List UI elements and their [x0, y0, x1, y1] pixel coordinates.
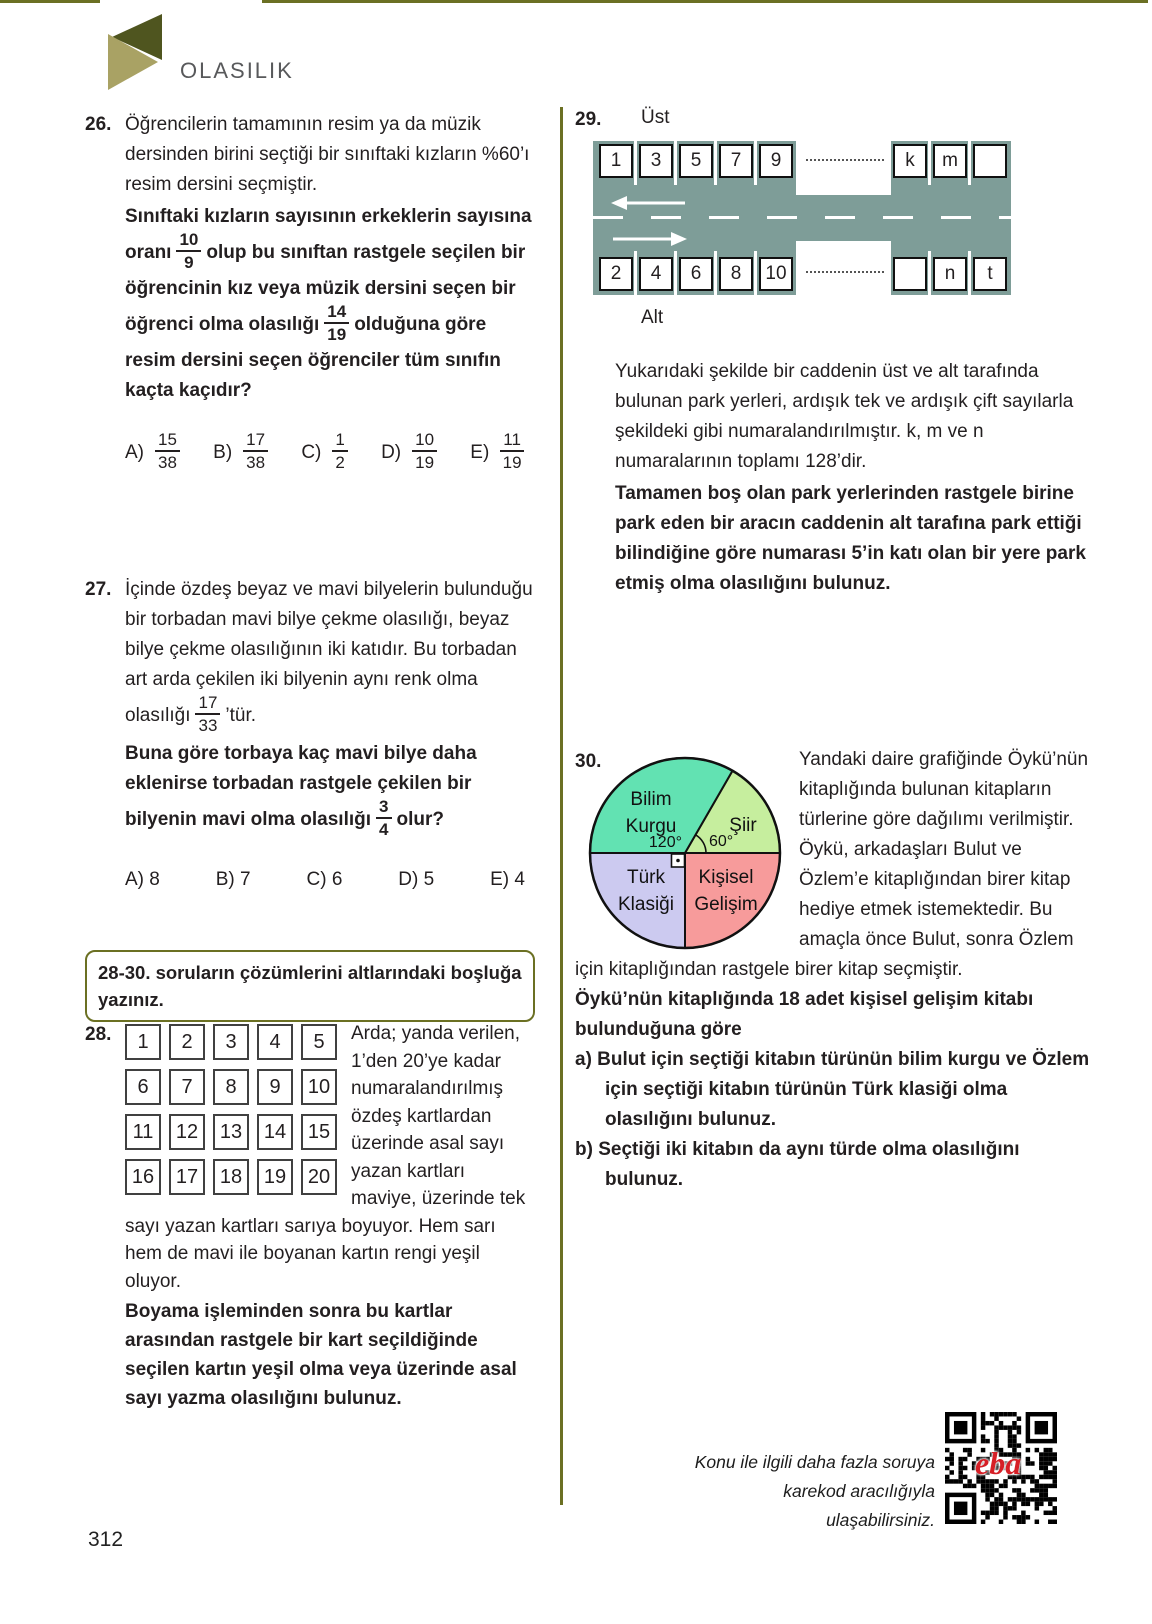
fraction: $\frac{1}{2}$ [332, 430, 347, 472]
parking-diagram [593, 133, 1011, 303]
parking-slots-bottom-right [893, 257, 1007, 291]
parking-slot: 2 [599, 257, 633, 291]
parking-slot: 8 [719, 257, 753, 291]
fraction: $\frac{3}{4}$ [376, 797, 391, 839]
question-27 [85, 575, 535, 895]
number-card: 17 [169, 1159, 205, 1195]
number-card: 6 [125, 1069, 161, 1105]
question-text: Arda; yanda verilen, 1’den 20’ye kadar numaralandırılmış özdeş kartlardan üzerinde asal sayı yazan kartları maviye, üzerinde tek sayı yazan kartları sarıya boyuyor. Hem sarı hem de mavi ile boyanan kartın rengi yeşil oluyor. [125, 1023, 526, 1292]
parking-slot: 1 [599, 144, 633, 178]
road-notch [796, 241, 891, 251]
question-text-bold: Öykü’nün kitaplığında 18 adet kişisel gelişim kitabı bulunduğuna göre [575, 989, 1034, 1040]
number-card: 3 [213, 1024, 249, 1060]
page-number: 312 [88, 1528, 124, 1551]
question-number: 29. [575, 109, 602, 130]
angle-label-60: 60° [709, 833, 734, 850]
number-card: 18 [213, 1159, 249, 1195]
slice-label-siir: Şiir [729, 815, 757, 836]
parking-slot: 7 [719, 144, 753, 178]
slice-label-bilim-2: Kurgu [625, 816, 677, 837]
number-card: 5 [301, 1024, 337, 1060]
arrow-right-icon [609, 227, 689, 257]
option-d: D) $\frac{10}{19}$ [381, 432, 442, 474]
ellipsis-dots-bottom [806, 271, 884, 273]
numbered-cards-grid [125, 1024, 337, 1195]
parking-slot: k [893, 144, 927, 178]
parking-slot: t [973, 257, 1007, 291]
number-card: 14 [257, 1114, 293, 1150]
label-ust: Üst [641, 107, 670, 128]
qr-code [945, 1412, 1057, 1524]
number-card: 19 [257, 1159, 293, 1195]
fraction: $\frac{10}{9}$ [176, 230, 201, 272]
question-text-bold: Sınıftaki kızların sayısının erkeklerin sayısına oranı $\frac{10}{9}$ olup bu sınıftan rastgele seçilen bir öğrencinin kız veya müzik dersini seçen bir öğrenci olma olasılığı $\frac{14}{19}$ olduğuna göre resim dersini seçen öğrenciler tüm sınıfın kaçta kaçıdır? [125, 206, 532, 402]
fraction: $\frac{15}{38}$ [155, 430, 180, 472]
number-card: 9 [257, 1069, 293, 1105]
parking-slot: 6 [679, 257, 713, 291]
fraction: $\frac{17}{33}$ [195, 693, 220, 735]
parking-slot: 4 [639, 257, 673, 291]
number-card: 8 [213, 1069, 249, 1105]
question-number: 28. [85, 1024, 112, 1045]
option-a: A) $\frac{15}{38}$ [125, 432, 185, 474]
question-text: İçinde özdeş beyaz ve mavi bilyelerin bulunduğu bir torbadan mavi bilye çekme olasılığı, beyaz bilye çekme olasılığının iki katıdır. Bu torbadan art arda çekilen iki bilyenin aynı renk olma olasılığı $\frac{17}{33}$ ’tür. [125, 579, 533, 736]
number-card: 10 [301, 1069, 337, 1105]
column-divider [560, 107, 563, 1505]
qr-caption: Konu ile ilgili daha fazla soruya karekod aracılığıyla ulaşabilirsiniz. [694, 1452, 935, 1530]
fraction: $\frac{14}{19}$ [324, 302, 349, 344]
answer-options [125, 432, 535, 474]
chapter-title: OLASILIK [180, 58, 294, 83]
number-card: 13 [213, 1114, 249, 1150]
slice-label-kisisel-1: Kişisel [698, 867, 754, 888]
option-b: B) $\frac{17}{38}$ [213, 432, 273, 474]
angle-label-120: 120° [648, 834, 682, 851]
number-card: 2 [169, 1024, 205, 1060]
slice-label-turk-2: Klasiği [618, 894, 674, 915]
number-card: 11 [125, 1114, 161, 1150]
option-e: E) $\frac{11}{19}$ [470, 432, 529, 474]
question-number: 26. [85, 114, 112, 135]
question-text-bold: Buna göre torbaya kaç mavi bilye daha eklenirse torbadan rastgele çekilen bir bilyenin mavi olma olasılığı $\frac{3}{4}$ olur? [125, 743, 477, 840]
number-card: 1 [125, 1024, 161, 1060]
question-29 [575, 105, 1095, 601]
arrow-left-icon [609, 191, 689, 221]
number-card: 16 [125, 1159, 161, 1195]
parking-slots-top-left [599, 144, 793, 178]
instruction-box: 28-30. soruların çözümlerini altlarındaki boşluğa yazınız. [85, 950, 535, 1022]
number-card: 15 [301, 1114, 337, 1150]
number-card: 12 [169, 1114, 205, 1150]
parking-slot [893, 257, 927, 291]
slice-label-kisisel-2: Gelişim [694, 894, 758, 915]
option-c: C) $\frac{1}{2}$ [301, 432, 353, 474]
header-rule-left [0, 0, 100, 3]
question-26 [85, 110, 535, 474]
parking-slot [973, 144, 1007, 178]
parking-slot: 10 [759, 257, 793, 291]
question-number: 27. [85, 579, 112, 600]
question-30 [575, 745, 1095, 1195]
question-text: Yukarıdaki şekilde bir caddenin üst ve alt tarafında bulunan park yerleri, ardışık tek ve ardışık çift sayılarla şekildeki gibi numaralandırılmıştır. k, m ve n numaralarının toplamı 128’dir. [615, 361, 1074, 472]
slice-label-turk-1: Türk [627, 867, 665, 888]
fraction: $\frac{10}{19}$ [412, 430, 437, 472]
fraction: $\frac{17}{38}$ [243, 430, 268, 472]
question-text: Yandaki daire grafiğinde Öykü’nün kitaplığında bulunan kitapların türlerine göre dağılımı verilmiştir. Öykü, arkadaşları Bulut ve Özlem’e kitaplığından birer kitap hediye etmek istemektedir. Bu amaçla önce Bulut, sonra Özlem için kitaplığından rastgele birer kitap seçmiştir. [575, 749, 1089, 980]
question-text-bold: Boyama işleminden sonra bu kartlar arasından rastgele bir kart seçildiğinde seçilen kartın yeşil olma veya üzerinde asal sayı yazma olasılığını bulunuz. [125, 1301, 517, 1409]
option: A) 8 [125, 869, 160, 891]
number-card: 4 [257, 1024, 293, 1060]
label-alt: Alt [641, 307, 664, 328]
parking-slots-bottom-left [599, 257, 793, 291]
slice-label-bilim-1: Bilim [630, 789, 672, 810]
number-card: 20 [301, 1159, 337, 1195]
eba-logo: eba [975, 1445, 1022, 1481]
question-text: Öğrencilerin tamamının resim ya da müzik dersinden birini seçtiği bir sınıftaki kızların %60’ı resim dersini seçmiştir. [125, 114, 530, 195]
question-number: 30. [575, 751, 602, 772]
header-rule-right [262, 0, 1148, 3]
question-item-b: b) Seçtiği iki kitabın da aynı türde olma olasılığını bulunuz. [575, 1139, 1020, 1190]
parking-slot: n [933, 257, 967, 291]
parking-slot: m [933, 144, 967, 178]
answer-options [125, 865, 535, 895]
chapter-logo-icon [98, 12, 164, 97]
parking-slot: 9 [759, 144, 793, 178]
ellipsis-dots-top [806, 159, 884, 161]
option: B) 7 [215, 869, 251, 891]
option: C) 6 [306, 869, 343, 891]
question-item-a: a) Bulut için seçtiği kitabın türünün bilim kurgu ve Özlem için seçtiği kitabın türünün Türk klasiği olma olasılığını bulunuz. [575, 1049, 1090, 1130]
road-notch [796, 185, 891, 195]
parking-slot: 3 [639, 144, 673, 178]
number-card: 7 [169, 1069, 205, 1105]
parking-slots-top-right [893, 144, 1007, 178]
option: D) 5 [398, 869, 435, 891]
question-28 [85, 1020, 535, 1415]
fraction: $\frac{11}{19}$ [500, 430, 524, 472]
pie-chart [585, 753, 785, 953]
option: E) 4 [490, 869, 525, 891]
parking-slot: 5 [679, 144, 713, 178]
question-text-bold: Tamamen boş olan park yerlerinden rastgele birine park eden bir aracın caddenin alt tarafına park ettiği bilindiğine göre numarası 5’in katı olan bir yere park etmiş olma olasılığını bulunuz. [615, 483, 1086, 594]
